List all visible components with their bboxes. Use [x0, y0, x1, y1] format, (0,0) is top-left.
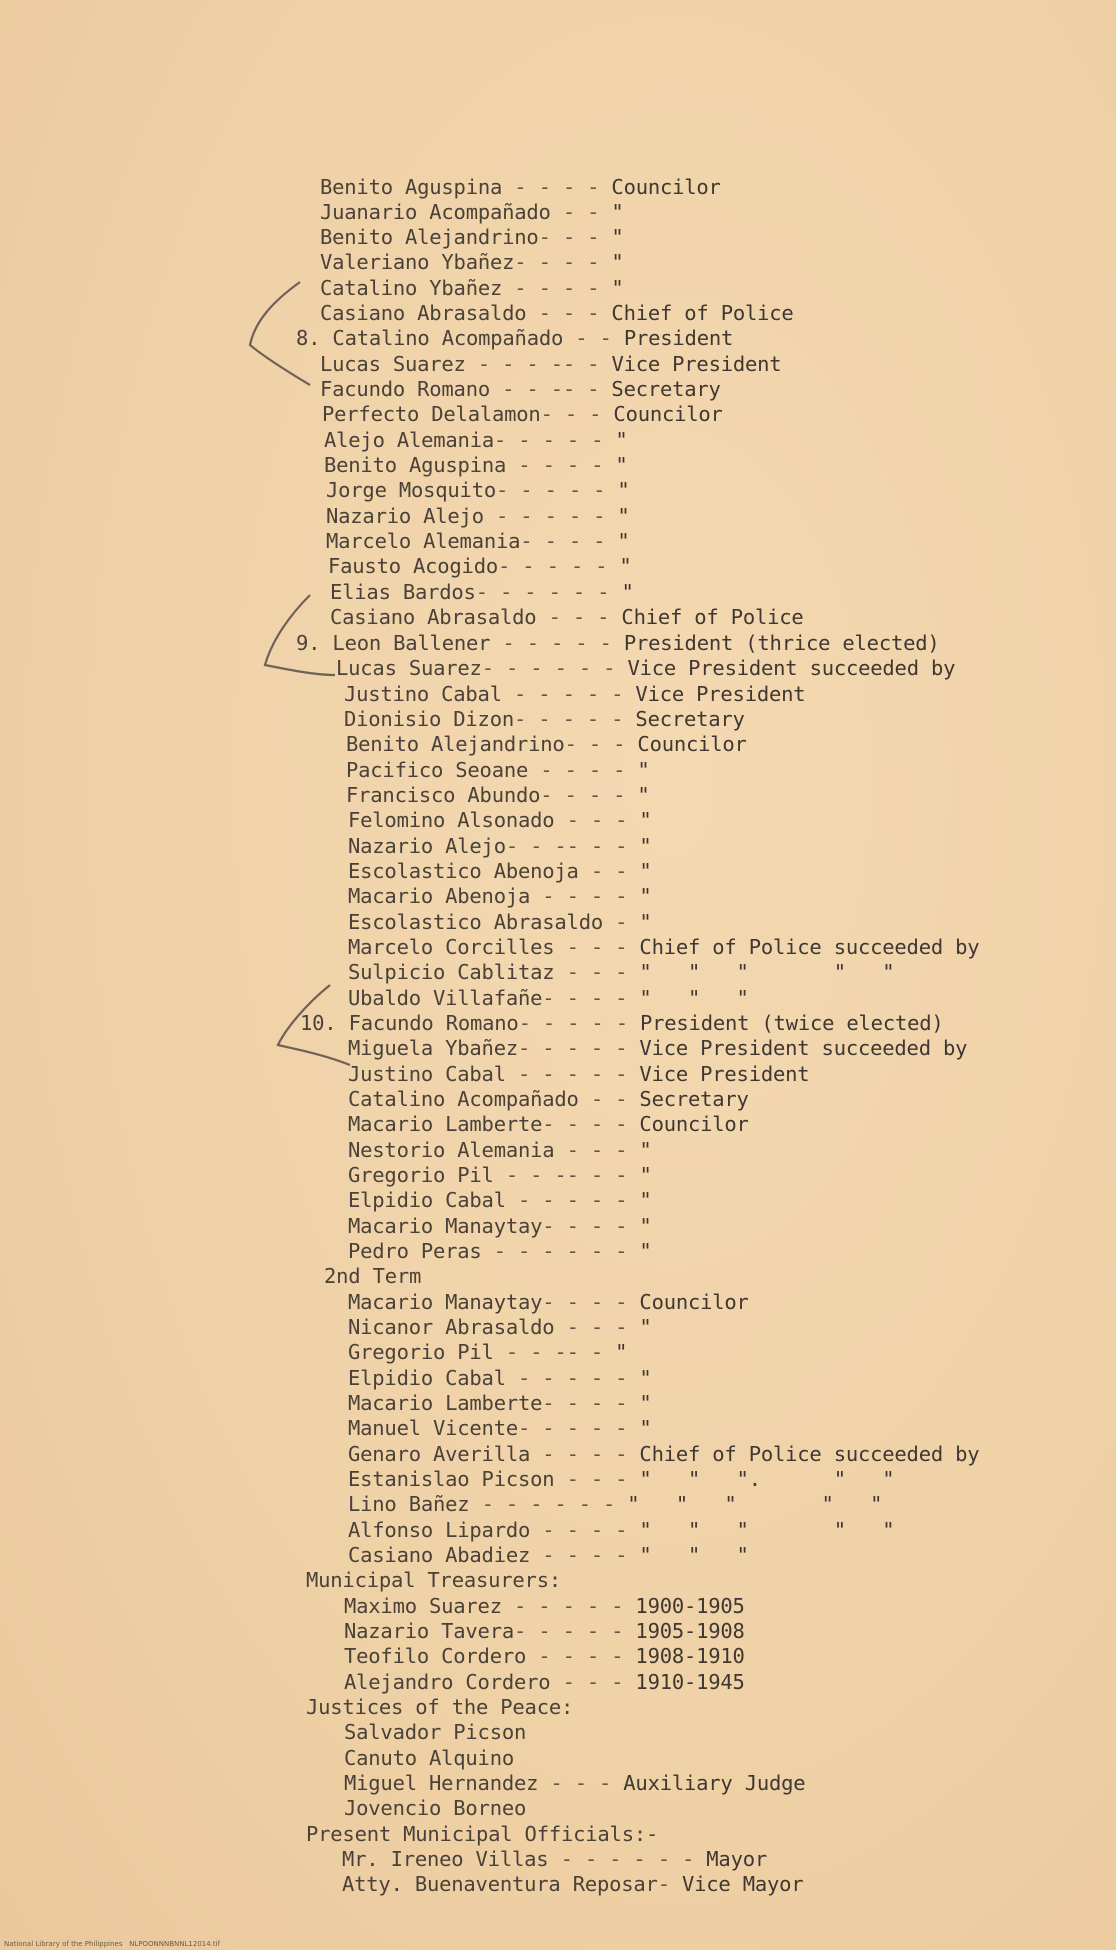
leader-dashes: - - - [526, 301, 612, 325]
official-name: Macario Manaytay [348, 1214, 543, 1238]
list-item [344, 707, 745, 731]
leader-dashes: - - - [554, 808, 640, 832]
official-role: 1910-1945 [635, 1670, 745, 1694]
official-name: Macario Lamberte [348, 1391, 543, 1415]
list-item [348, 1340, 627, 1364]
list-item [328, 554, 632, 578]
list-item [348, 1163, 652, 1187]
official-role: 1908-1910 [635, 1644, 745, 1668]
official-name: Escolastico Abenoja [348, 859, 579, 883]
official-name: Nazario Alejo [326, 504, 484, 528]
list-item [348, 1290, 749, 1314]
official-role: " [637, 758, 650, 782]
official-role: " [639, 808, 652, 832]
list-item [300, 1011, 944, 1035]
official-name: Lino Bañez [348, 1492, 470, 1516]
official-name: Alejo Alemania [324, 428, 494, 452]
leader-dashes: - - - - [540, 783, 638, 807]
official-role: " [615, 1340, 628, 1364]
official-name: Escolastico Abrasaldo [348, 910, 603, 934]
official-role: Chief of Police succeeded by [639, 935, 980, 959]
official-role: 1900-1905 [635, 1594, 745, 1618]
official-name: Benito Alejandrino [346, 732, 565, 756]
official-name: Alfonso Lipardo [348, 1518, 531, 1542]
official-role: " [639, 1163, 652, 1187]
official-role: Mayor [706, 1847, 767, 1871]
official-role: Chief of Police [621, 605, 804, 629]
leader-dashes: - - - - - [494, 428, 616, 452]
leader-dashes: - - [578, 1087, 640, 1111]
official-name: Benito Alejandrino [320, 225, 539, 249]
official-role: Councilor [639, 1290, 749, 1314]
list-item [348, 808, 652, 832]
official-role: " [615, 453, 628, 477]
official-role: President (thrice elected) [623, 631, 940, 655]
list-item [344, 1619, 745, 1643]
official-name: Macario Abenoja [348, 884, 531, 908]
leader-dashes: - - - - - [498, 554, 620, 578]
leader-dashes: - - - - - [505, 1366, 640, 1390]
leader-dashes: - - - - [530, 1543, 640, 1567]
leader-dashes: - - - [554, 1467, 640, 1491]
list-item [348, 859, 652, 883]
list-item [344, 1771, 805, 1795]
leader-dashes: - - - - - [501, 1594, 636, 1618]
list-item [348, 1467, 894, 1491]
leader-dashes: - - - - [502, 175, 612, 199]
list-item [348, 1442, 979, 1466]
list-item [342, 1847, 767, 1871]
list-item [326, 504, 630, 528]
official-name: Macario Lamberte [348, 1112, 543, 1136]
official-role: " [639, 1416, 652, 1440]
official-role: " [639, 834, 652, 858]
list-item [344, 1670, 745, 1694]
list-item [348, 834, 652, 858]
list-item [306, 1695, 573, 1719]
list-item [348, 1138, 652, 1162]
list-item [348, 960, 894, 984]
official-role: Vice President [639, 1062, 810, 1086]
official-name: 10. Facundo Romano [300, 1011, 519, 1035]
official-name: Jovencio Borneo [344, 1796, 527, 1820]
official-name: Lucas Suarez [336, 656, 482, 680]
official-role: Chief of Police [611, 301, 794, 325]
official-role: President (twice elected) [639, 1011, 944, 1035]
official-name: Jorge Mosquito [326, 478, 496, 502]
list-item [344, 1796, 526, 1820]
leader-dashes: - - -- - [490, 377, 612, 401]
leader-dashes: - - - [550, 1670, 636, 1694]
official-name: Alejandro Cordero [344, 1670, 551, 1694]
official-role: " [639, 1214, 652, 1238]
list-item [348, 1112, 749, 1136]
official-name: Teofilo Cordero [344, 1644, 527, 1668]
official-role: Vice President [611, 352, 782, 376]
leader-dashes: - - [578, 859, 640, 883]
official-role: " [617, 504, 630, 528]
leader-dashes: - - - - [506, 453, 616, 477]
leader-dashes: - - - [554, 935, 640, 959]
list-item [320, 352, 781, 376]
list-item [348, 1366, 652, 1390]
leader-dashes: - - - - - [496, 478, 618, 502]
leader-dashes: - - - [540, 402, 614, 426]
list-item [320, 200, 624, 224]
official-name: 9. Leon Ballener [296, 631, 491, 655]
leader-dashes: - - -- - - [505, 834, 640, 858]
leader-dashes: - - - - - [514, 1619, 636, 1643]
official-role: " [619, 554, 632, 578]
leader-dashes: - - - - - - [548, 1847, 707, 1871]
official-name: Miguel Hernandez [344, 1771, 539, 1795]
leader-dashes: - - - - [528, 758, 638, 782]
leader-dashes: - - - - - [501, 682, 636, 706]
leader-dashes: - - - - - [505, 1188, 640, 1212]
official-name: Nazario Alejo [348, 834, 506, 858]
official-role: " [639, 1188, 652, 1212]
leader-dashes: - - - [538, 1771, 624, 1795]
official-name: Atty. Buenaventura Reposar [342, 1872, 658, 1896]
official-role: " " " [639, 986, 749, 1010]
leader-dashes: - - - - [526, 1644, 636, 1668]
list-item [296, 326, 733, 350]
official-name: Ubaldo Villafañe [348, 986, 543, 1010]
official-role: " [639, 884, 652, 908]
list-item [348, 1239, 652, 1263]
official-name: Benito Aguspina [320, 175, 503, 199]
official-name: Pacifico Seoane [346, 758, 529, 782]
official-name: Francisco Abundo [346, 783, 541, 807]
official-role: Councilor [613, 402, 723, 426]
official-name: Macario Manaytay [348, 1290, 543, 1314]
list-item [342, 1872, 803, 1896]
list-item [344, 1644, 745, 1668]
official-name: Present Municipal Officials:- [306, 1822, 659, 1846]
official-role: " " " [639, 1543, 749, 1567]
leader-dashes: - - - - - [518, 1036, 640, 1060]
official-role: Chief of Police succeeded by [639, 1442, 980, 1466]
official-role: " [611, 250, 624, 274]
list-item [348, 1416, 652, 1440]
official-name: Salvador Picson [344, 1720, 527, 1744]
official-role: " [615, 428, 628, 452]
list-item [320, 250, 624, 274]
official-name: Gregorio Pil [348, 1340, 494, 1364]
official-role: " [637, 783, 650, 807]
list-item [336, 656, 955, 680]
official-name: Facundo Romano [320, 377, 490, 401]
official-role: " [617, 478, 630, 502]
official-role: Secretary [611, 377, 721, 401]
official-name: Miguela Ybañez [348, 1036, 518, 1060]
leader-dashes: - - - - - [514, 707, 636, 731]
official-name: Lucas Suarez [320, 352, 466, 376]
official-name: Fausto Acogido [328, 554, 498, 578]
official-name: Elpidio Cabal [348, 1188, 506, 1212]
official-name: Juanario Acompañado [320, 200, 551, 224]
list-item [348, 1062, 809, 1086]
leader-dashes: - - - - - - [469, 1492, 628, 1516]
list-item [330, 580, 634, 604]
list-item [330, 605, 804, 629]
leader-dashes: - - - [554, 960, 640, 984]
leader-dashes: - - - [564, 732, 638, 756]
official-role: " [639, 1366, 652, 1390]
official-name: Justino Cabal [348, 1062, 506, 1086]
official-name: Perfecto Delalamon [322, 402, 541, 426]
leader-dashes: - - - - [542, 1391, 640, 1415]
list-item [320, 301, 794, 325]
official-name: Nestorio Alemania [348, 1138, 555, 1162]
official-role: " " " " " [639, 1518, 895, 1542]
list-item [306, 1568, 561, 1592]
list-item [306, 1822, 658, 1846]
official-role: " [621, 580, 634, 604]
list-item [320, 175, 721, 199]
official-role: " " " " " [639, 960, 895, 984]
official-role: " [639, 910, 652, 934]
official-role: Councilor [637, 732, 747, 756]
official-name: Dionisio Dizon [344, 707, 514, 731]
leader-dashes: - - - [538, 225, 612, 249]
official-name: Felomino Alsonado [348, 808, 555, 832]
leader-dashes: - - - - [502, 276, 612, 300]
official-name: Estanislao Picson [348, 1467, 555, 1491]
list-item [346, 732, 747, 756]
list-item [344, 682, 805, 706]
official-name: Mr. Ireneo Villas [342, 1847, 549, 1871]
official-role: " [639, 1138, 652, 1162]
official-name: Valeriano Ybañez [320, 250, 515, 274]
official-name: Catalino Acompañado [348, 1087, 579, 1111]
official-name: Elpidio Cabal [348, 1366, 506, 1390]
official-name: Sulpicio Cablitaz [348, 960, 555, 984]
list-item [348, 1214, 652, 1238]
leader-dashes: - - - [554, 1138, 640, 1162]
official-name: Municipal Treasurers: [306, 1568, 561, 1592]
list-item [348, 910, 652, 934]
official-role: " [611, 200, 624, 224]
list-item [348, 935, 979, 959]
list-item [320, 276, 624, 300]
list-item [296, 631, 940, 655]
leader-dashes: - - - - - - [481, 1239, 640, 1263]
official-role: " [639, 1239, 652, 1263]
leader-dashes: - - - - [530, 1442, 640, 1466]
official-name: Genaro Averilla [348, 1442, 531, 1466]
official-role: " [639, 1315, 652, 1339]
list-item [320, 225, 624, 249]
list-item [326, 529, 630, 553]
official-role: Vice President [635, 682, 806, 706]
list-item [346, 758, 650, 782]
official-name: Manuel Vicente [348, 1416, 518, 1440]
official-name: Casiano Abrasaldo [320, 301, 527, 325]
leader-dashes: - - - - [542, 1112, 640, 1136]
leader-dashes: - - [550, 200, 612, 224]
leader-dashes: - - - - [520, 529, 618, 553]
leader-dashes: - - - -- - [465, 352, 612, 376]
official-name: Canuto Alquino [344, 1746, 514, 1770]
official-role: Secretary [635, 707, 745, 731]
list-item [324, 428, 628, 452]
official-name: Gregorio Pil [348, 1163, 494, 1187]
list-item [346, 783, 650, 807]
official-role: " [617, 529, 630, 553]
official-role: Secretary [639, 1087, 749, 1111]
list-item [320, 377, 721, 401]
official-role: " [639, 859, 652, 883]
official-name: Casiano Abadiez [348, 1543, 531, 1567]
list-item [348, 1492, 882, 1516]
leader-dashes: - - [563, 326, 624, 350]
leader-dashes: - - -- - - [493, 1163, 640, 1187]
official-name: Catalino Ybañez [320, 276, 503, 300]
list-item [348, 884, 652, 908]
official-role: Vice President succeeded by [627, 656, 956, 680]
leader-dashes: - - - - - [518, 1416, 640, 1440]
leader-dashes: - - -- - [493, 1340, 616, 1364]
official-name: Nicanor Abrasaldo [348, 1315, 555, 1339]
official-role: " [639, 1391, 652, 1415]
official-name: Casiano Abrasaldo [330, 605, 537, 629]
leader-dashes: - - - - [530, 884, 640, 908]
leader-dashes: - - - - [542, 986, 640, 1010]
list-item [348, 1188, 652, 1212]
list-item [348, 1391, 652, 1415]
list-item [348, 1315, 652, 1339]
leader-dashes: - - - - - [518, 1011, 640, 1035]
official-role: Councilor [611, 175, 721, 199]
list-item [348, 1543, 749, 1567]
list-item [322, 402, 723, 426]
leader-dashes: - - - - - - [475, 580, 622, 604]
official-role: 1905-1908 [635, 1619, 745, 1643]
official-role: " " " " " [627, 1492, 883, 1516]
official-name: 2nd Term [324, 1264, 422, 1288]
list-item [326, 478, 630, 502]
list-item [344, 1594, 745, 1618]
scan-footer: National Library of the Philippines NLPOONNNBNNL12014.tif [4, 1940, 221, 1948]
leader-dashes: - - - [554, 1315, 640, 1339]
list-item [324, 1264, 421, 1288]
official-name: Benito Aguspina [324, 453, 507, 477]
official-name: Justino Cabal [344, 682, 502, 706]
official-name: Justices of the Peace: [306, 1695, 574, 1719]
list-item [348, 1087, 749, 1111]
official-name: Elias Bardos [330, 580, 476, 604]
leader-dashes: - - - - - [490, 631, 624, 655]
official-name: Pedro Peras [348, 1239, 482, 1263]
official-role: Councilor [639, 1112, 749, 1136]
list-item [344, 1746, 514, 1770]
list-item [348, 986, 749, 1010]
official-role: Vice President succeeded by [639, 1036, 968, 1060]
official-role: " [611, 225, 624, 249]
official-role: Auxiliary Judge [623, 1771, 806, 1795]
leader-dashes: - [602, 910, 640, 934]
leader-dashes: - [657, 1872, 682, 1896]
official-role: " " ". " " [639, 1467, 895, 1491]
official-name: Marcelo Alemania [326, 529, 521, 553]
leader-dashes: - - - - [542, 1214, 640, 1238]
official-role: Vice Mayor [682, 1872, 804, 1896]
list-item [324, 453, 628, 477]
leader-dashes: - - - [536, 605, 622, 629]
official-name: Nazario Tavera [344, 1619, 514, 1643]
leader-dashes: - - - - - [505, 1062, 640, 1086]
list-item [348, 1518, 894, 1542]
leader-dashes: - - - - - [483, 504, 618, 528]
official-name: Maximo Suarez [344, 1594, 502, 1618]
official-role: President [623, 326, 734, 350]
leader-dashes: - - - - [530, 1518, 640, 1542]
leader-dashes: - - - - [514, 250, 612, 274]
official-name: 8. Catalino Acompañado [296, 326, 564, 350]
leader-dashes: - - - - - - [481, 656, 628, 680]
official-name: Marcelo Corcilles [348, 935, 555, 959]
list-item [348, 1036, 967, 1060]
list-item [344, 1720, 526, 1744]
official-role: " [611, 276, 624, 300]
leader-dashes: - - - - [542, 1290, 640, 1314]
